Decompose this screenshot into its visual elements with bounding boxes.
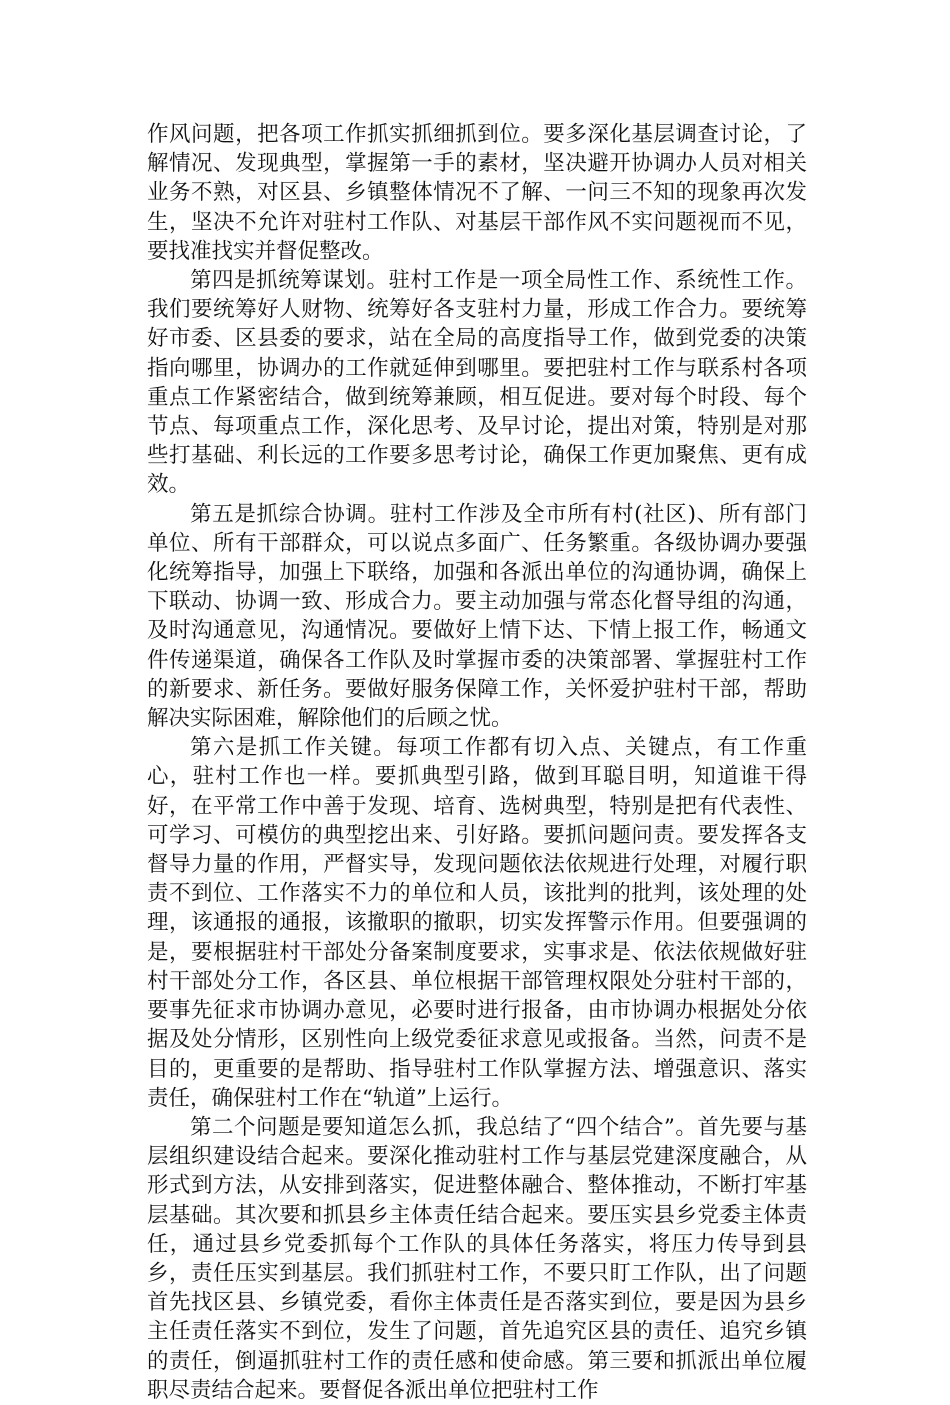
- paragraph-coordination: 第五是抓综合协调。驻村工作涉及全市所有村(社区)、所有部门单位、所有干部群众，可以说点多面广、任务繁重。各级协调办要强化统筹指导，加强上下联络，加强和各派出单位的沟通协调，确保上下联动、协调一致、形成合力。要主动加强与常态化督导组的沟通，及时沟通意见，沟通情况。要做好上情下达、下情上报工作，畅通文件传递渠道，确保各工作队及时掌握市委的决策部署、掌握驻村工作的新要求、新任务。要做好服务保障工作，关怀爱护驻村干部，帮助解决实际困难，解除他们的后顾之忧。: [147, 501, 807, 732]
- paragraph-continued: 作风问题，把各项工作抓实抓细抓到位。要多深化基层调查讨论，了解情况、发现典型，掌握第一手的素材，坚决避开协调办人员对相关业务不熟，对区县、乡镇整体情况不了解、一问三不知的现象再次发生，坚决不允许对驻村工作队、对基层干部作风不实问题视而不见，要找准找实并督促整改。: [147, 122, 807, 264]
- paragraph-key-work: 第六是抓工作关键。每项工作都有切入点、关键点，有工作重心，驻村工作也一样。要抓典型引路，做到耳聪目明，知道谁干得好，在平常工作中善于发现、培育、选树典型，特别是把有代表性、可学习、可模仿的典型挖出来、引好路。要抓问题问责。要发挥各支督导力量的作用，严督实导，发现问题依法依规进行处理，对履行职责不到位、工作落实不力的单位和人员，该批判的批判，该处理的处理，该通报的通报，该撤职的撤职，切实发挥警示作用。但要强调的是，要根据驻村干部处分备案制度要求，实事求是、依法依规做好驻村干部处分工作，各区县、单位根据干部管理权限处分驻村干部的，要事先征求市协调办意见，必要时进行报备，由市协调办根据处分依据及处分情形，区别性向上级党委征求意见或报备。当然，问责不是目的，更重要的是帮助、指导驻村工作队掌握方法、增强意识、落实责任，确保驻村工作在“轨道”上运行。: [147, 735, 807, 1111]
- document-body: [147, 120, 807, 1405]
- paragraph-four-combinations: 第二个问题是要知道怎么抓，我总结了“四个结合”。首先要与基层组织建设结合起来。要深化推动驻村工作与基层党建深度融合，从形式到方法，从安排到落实，促进整体融合、整体推动，不断打牢基层基础。其次要和抓县乡主体责任结合起来。要压实县乡党委主体责任，通过县乡党委抓每个工作队的具体任务落实，将压力传导到县乡，责任压实到基层。我们抓驻村工作，不要只盯工作队，出了问题首先找区县、乡镇党委，看你主体责任是否落实到位，要是因为县乡主任责任落实不到位，发生了问题，首先追究区县的责任、追究乡镇的责任，倒逼抓驻村工作的责任感和使命感。第三要和抓派出单位履职尽责结合起来。要督促各派出单位把驻村工作: [147, 1114, 807, 1403]
- paragraph-overall-planning: 第四是抓统筹谋划。驻村工作是一项全局性工作、系统性工作。我们要统筹好人财物、统筹好各支驻村力量，形成工作合力。要统筹好市委、区县委的要求，站在全局的高度指导工作，做到党委的决策指向哪里，协调办的工作就延伸到哪里。要把驻村工作与联系村各项重点工作紧密结合，做到统筹兼顾，相互促进。要对每个时段、每个节点、每项重点工作，深化思考、及早讨论，提出对策，特别是对那些打基础、利长远的工作要多思考讨论，确保工作更加聚焦、更有成效。: [147, 268, 807, 498]
